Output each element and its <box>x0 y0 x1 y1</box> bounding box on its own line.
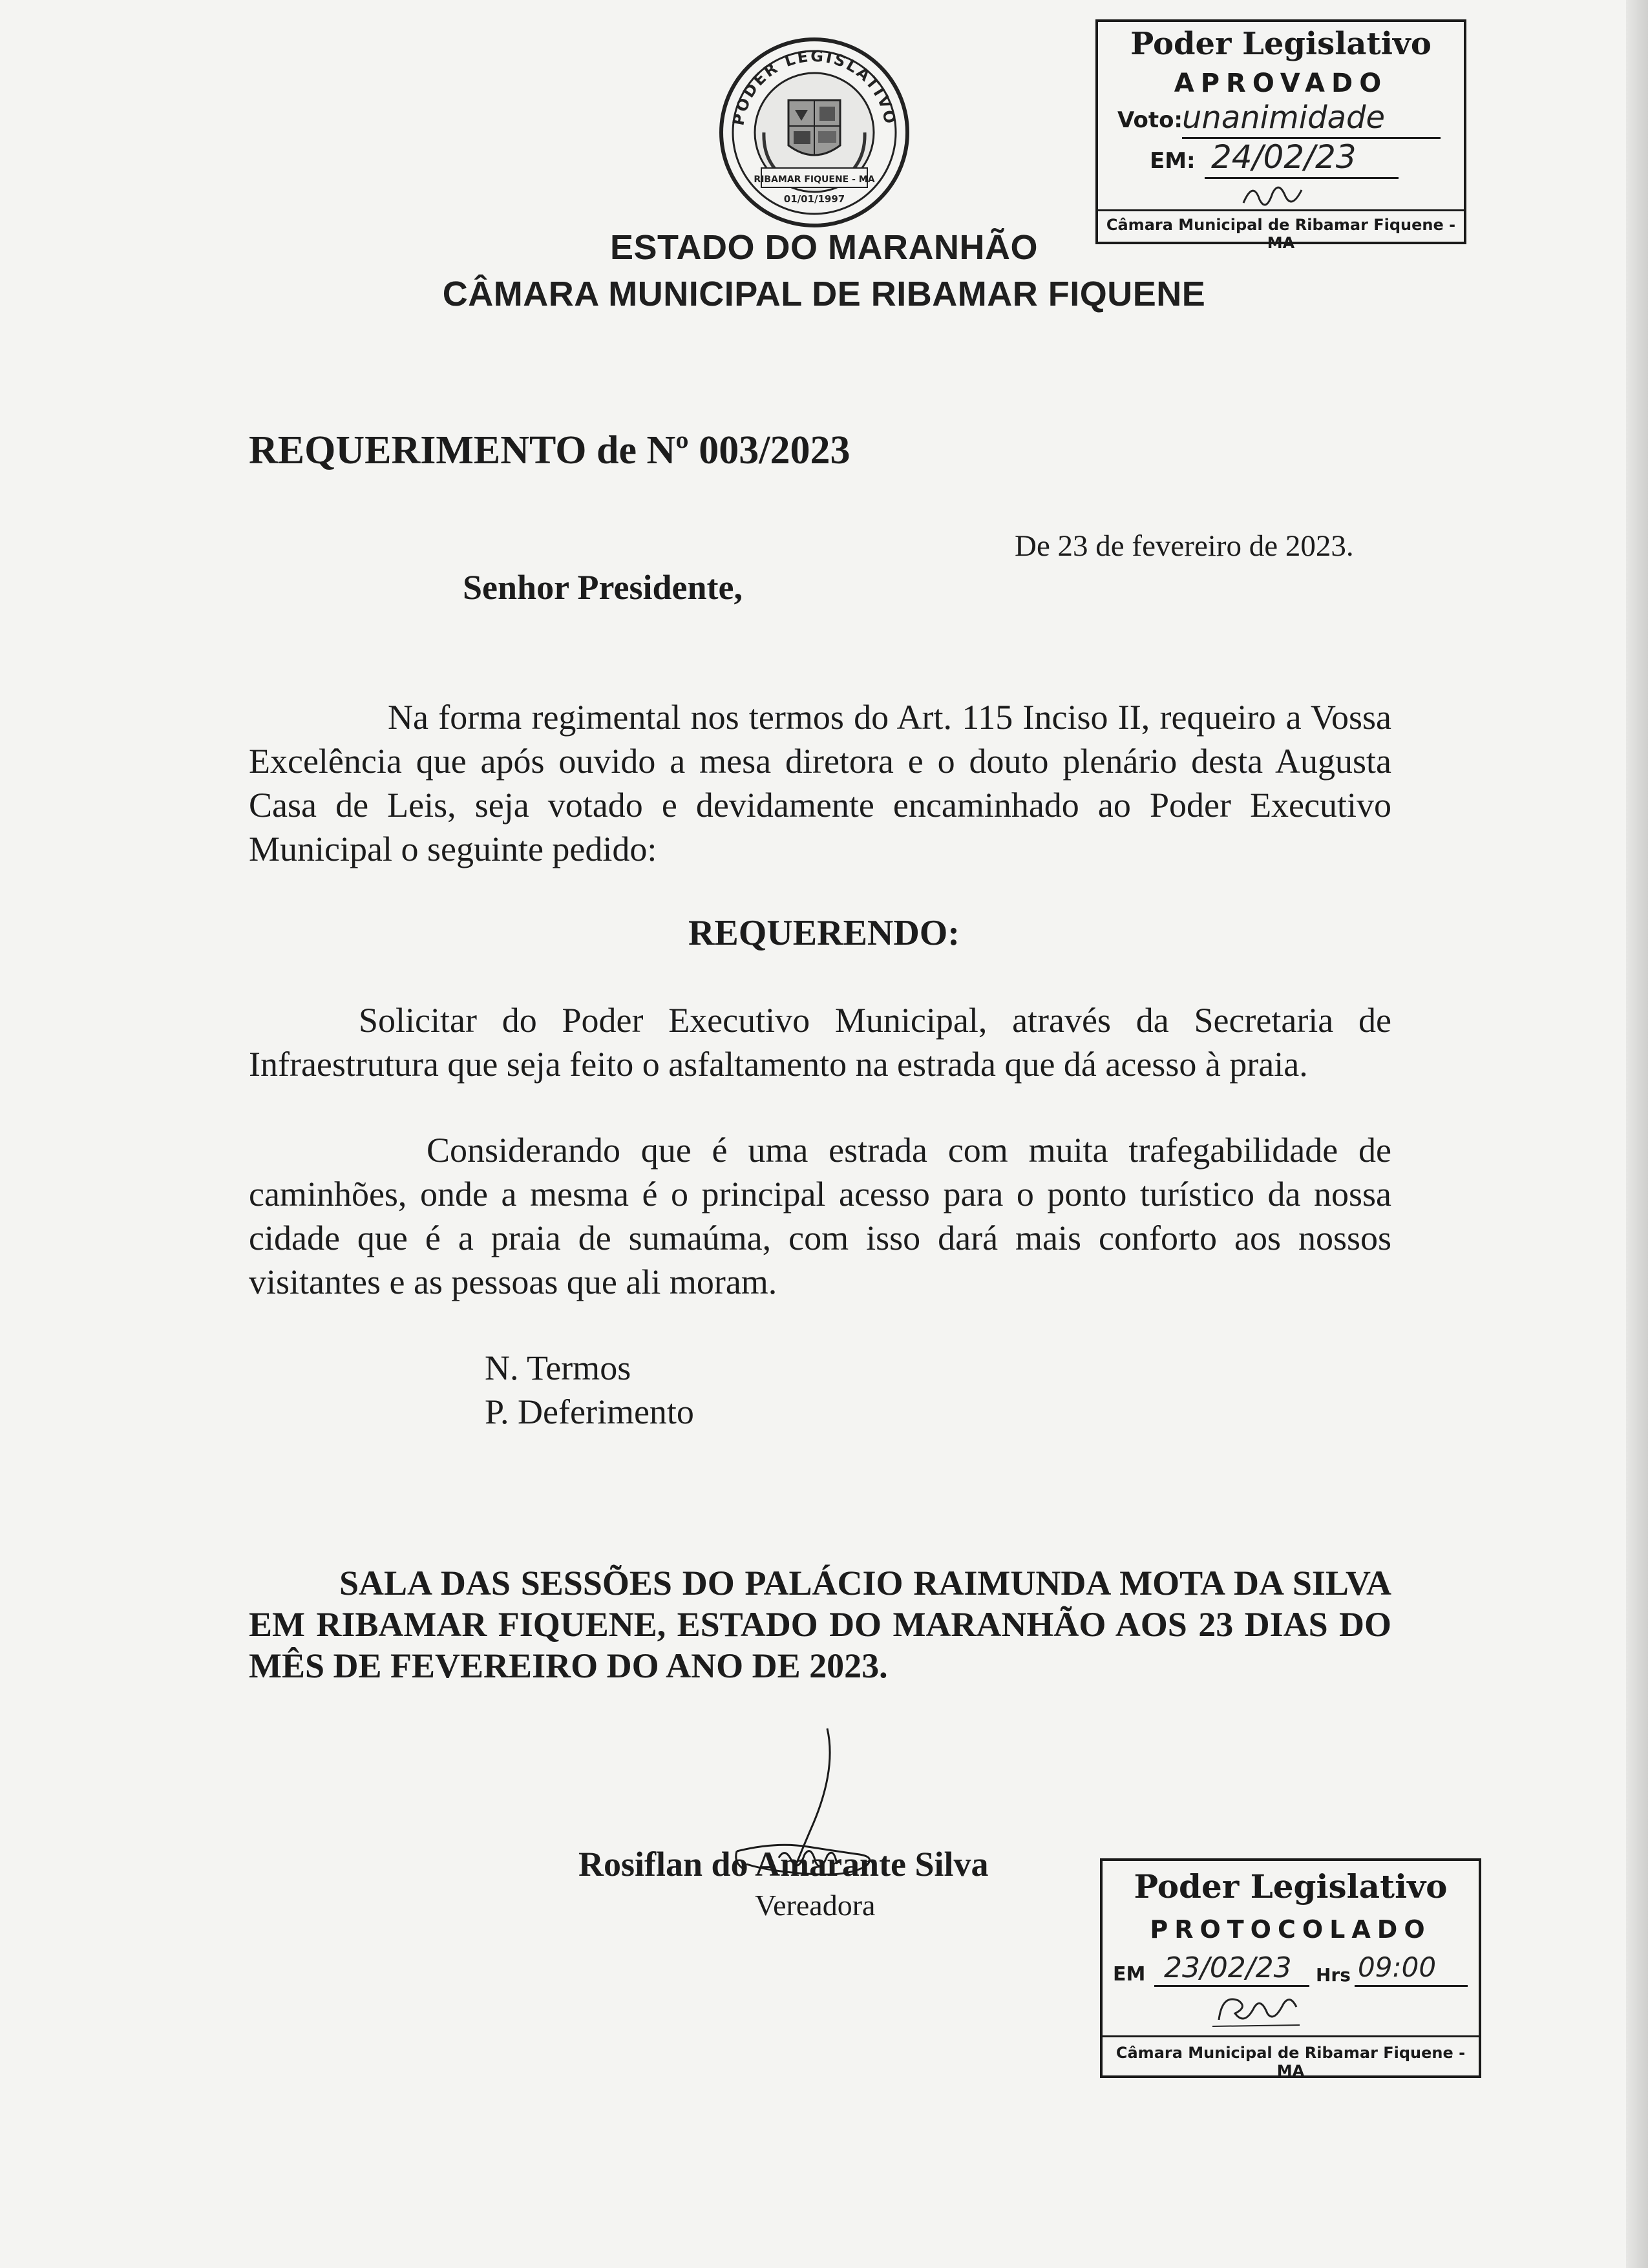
handwritten-signature <box>698 1719 931 1913</box>
closing-terms: N. Termos <box>485 1349 631 1387</box>
protocol-initials <box>1209 1988 1306 2033</box>
document-date: De 23 de fevereiro de 2023. <box>1015 529 1354 563</box>
signer-name: Rosiflan do Amarante Silva <box>578 1845 989 1884</box>
approval-date-value: 24/02/23 <box>1211 138 1357 176</box>
page-edge <box>1626 0 1648 2268</box>
seal-date: 01/01/1997 <box>783 193 845 205</box>
salutation: Senhor Presidente, <box>463 568 743 607</box>
chamber-heading: CÂMARA MUNICIPAL DE RIBAMAR FIQUENE <box>442 275 1206 313</box>
protocol-stamp-footer: Câmara Municipal de Ribamar Fiquene - MA <box>1115 2044 1466 2080</box>
paragraph-intro: Na forma regimental nos termos do Art. 115 Inciso II, requeiro a Vossa Excelência que após ouvido a mesa diretora e o douto plenário desta Augusta Casa de Leis, seja votado e devidamente encaminhado ao Poder Executivo Municipal o seguinte pedido: <box>249 698 1391 868</box>
protocol-stamp-status: PROTOCOLADO <box>1150 1915 1431 1944</box>
vote-label: Voto: <box>1117 107 1183 133</box>
protocol-stamp <box>1100 1858 1481 2078</box>
approval-stamp <box>1095 19 1466 252</box>
seal-place: RIBAMAR FIQUENE - MA <box>754 174 875 185</box>
protocol-hours-value: 09:00 <box>1358 1951 1437 1983</box>
paragraph-justification: Considerando que é uma estrada com muita trafegabilidade de caminhões, onde a mesma é o principal acesso para o ponto turístico da nossa cidade que é a praia de sumaúma, com isso dará mais conforto aos nossos visitantes e as pessoas que ali moram. <box>249 1131 1391 1301</box>
protocol-date-value: 23/02/23 <box>1164 1951 1292 1984</box>
legislative-seal <box>717 36 911 229</box>
state-heading: ESTADO DO MARANHÃO <box>610 228 1038 267</box>
closing-deferment: P. Deferimento <box>485 1392 694 1431</box>
vote-value: unanimidade <box>1182 100 1385 136</box>
document-title: REQUERIMENTO de Nº 003/2023 <box>249 428 850 472</box>
protocol-hours-label: Hrs <box>1316 1964 1351 1986</box>
approval-date-label: EM: <box>1150 148 1196 174</box>
protocol-stamp-title: Poder Legislativo <box>1134 1867 1448 1906</box>
request-heading: REQUERENDO: <box>688 913 960 953</box>
session-statement: SALA DAS SESSÕES DO PALÁCIO RAIMUNDA MOTA DA SILVA EM RIBAMAR FIQUENE, ESTADO DO MARANHÃO AOS 23 DIAS DO MÊS DE FEVEREIRO DO ANO DE 2023. <box>249 1564 1391 1685</box>
approval-stamp-title: Poder Legislativo <box>1130 26 1431 62</box>
paragraph-request: Solicitar do Poder Executivo Municipal, através da Secretaria de Infraestrutura que seja feito o asfaltamento na estrada que dá acesso à praia. <box>249 1001 1391 1084</box>
seal-ring-text: PODER LEGISLATIVO <box>729 47 900 127</box>
approval-stamp-status: APROVADO <box>1174 68 1388 98</box>
signer-role: Vereadora <box>755 1889 876 1922</box>
protocol-date-label: EM <box>1113 1963 1146 1986</box>
approval-stamp-footer: Câmara Municipal de Ribamar Fiquene - MA <box>1106 216 1456 252</box>
